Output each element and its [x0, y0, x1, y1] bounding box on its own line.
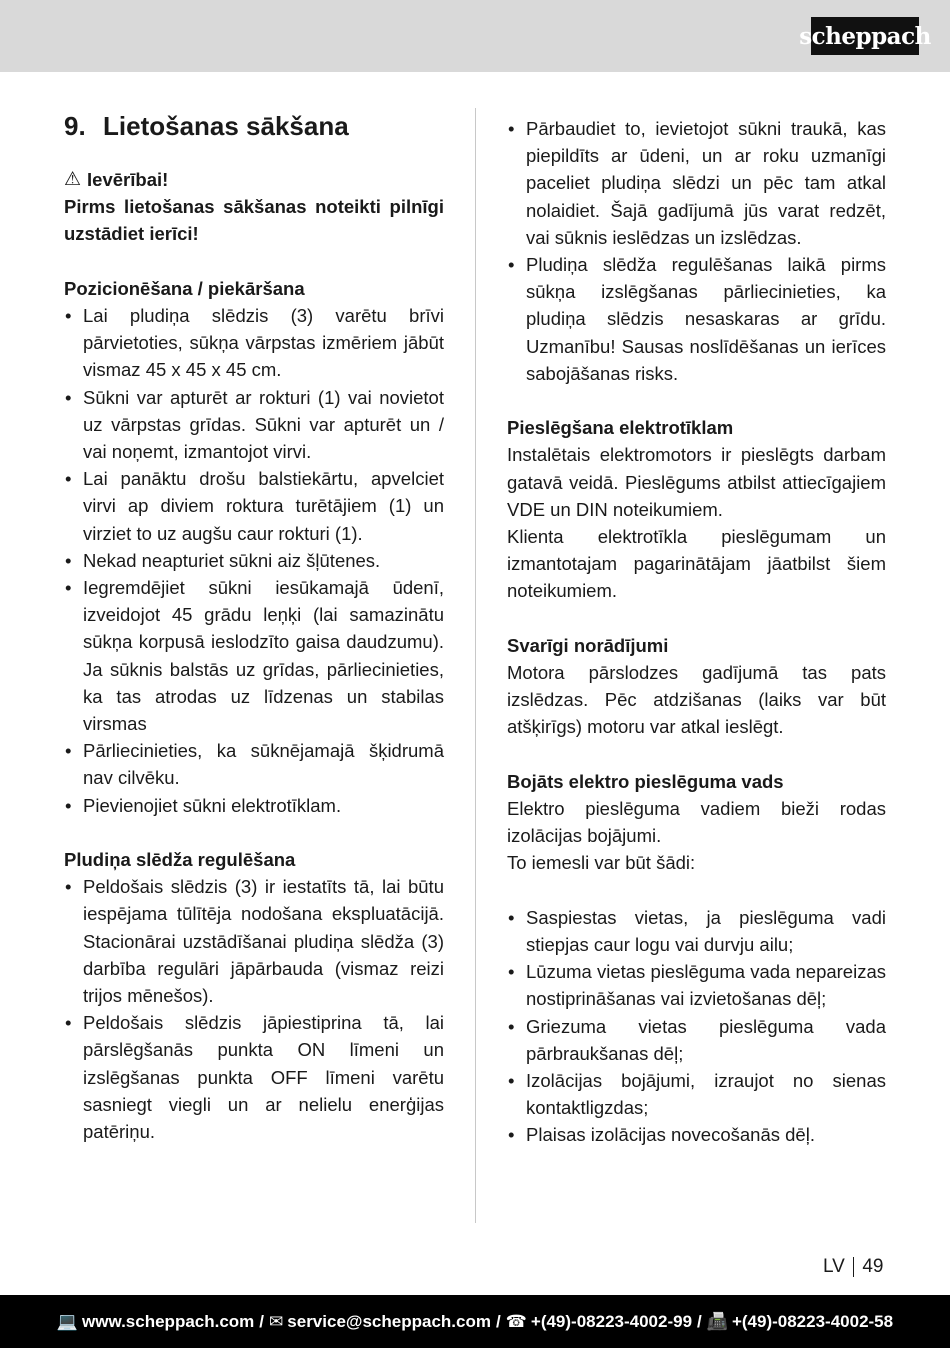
list-item: • Saspiestas vietas, ja pieslēguma vadi stiepjas caur logu vai durvju ailu; — [507, 904, 886, 958]
warning-triangle-icon: ⚠ — [64, 169, 82, 190]
footer-separator: / — [259, 1311, 265, 1331]
important-heading: Svarīgi norādījumi — [507, 634, 669, 656]
mail-icon: ✉ — [269, 1311, 284, 1331]
list-item: • Iegremdējiet sūkni iesūkamajā ūdenī, izveidojot 45 grādu leņķi (lai samazinātu sūkņa korpusā ieslodzīto gaisa daudzumu). Ja sūknis balstās uz grīdas, pārliecinieties, ka tas atrodas uz līdzenas un stabilas virsmas — [64, 574, 444, 737]
brand-logo: scheppach — [811, 17, 919, 55]
left-column — [64, 110, 444, 1145]
list-item: • Griezuma vietas pieslēguma vada pārbraukšanas dēļ; — [507, 1013, 886, 1067]
section-title-text: Lietošanas sākšana — [103, 111, 349, 141]
computer-icon: 💻 — [56, 1311, 79, 1331]
float-switch-heading: Pludiņa slēdža regulēšana — [64, 849, 296, 871]
page-number — [823, 1256, 883, 1278]
positioning-heading: Pozicionēšana / piekāršana — [64, 277, 305, 299]
list-item: • Plaisas izolācijas novecošanās dēļ. — [507, 1121, 886, 1148]
warning-heading-text: Ievērībai! — [87, 169, 169, 190]
list-item: • Nekad neapturiet sūkni aiz šļūtenes. — [64, 547, 444, 574]
list-item: • Sūkni var apturēt ar rokturi (1) vai novietot uz vārpstas grīdas. Sūkni var apturēt un / vai noņemt, izmantojot virvi. — [64, 384, 444, 466]
list-item: • Lai pludiņa slēdzis (3) varētu brīvi pārvietoties, sūkņa vārpstas izmēriem jābūt vismaz 45 x 45 x 45 cm. — [64, 302, 444, 384]
section-title — [64, 110, 444, 142]
list-item: • Izolācijas bojājumi, izraujot no sienas kontaktligzdas; — [507, 1067, 886, 1121]
warning-text: Pirms lietošanas sākšanas noteikti pilnīgi uzstādiet ierīci! — [64, 196, 444, 245]
mains-heading: Pieslēgšana elektrotīklam — [507, 417, 734, 439]
page-number-divider — [853, 1257, 855, 1277]
list-item: • Pārliecinieties, ka sūknējamajā šķidrumā nav cilvēku. — [64, 737, 444, 791]
float-switch-list — [64, 873, 444, 1145]
mains-paragraph: Instalētais elektromotors ir pieslēgts darbam gatavā veidā. Pieslēgums atbilst attiecīgajiem VDE un DIN noteikumiem. — [507, 444, 886, 520]
warning-heading — [64, 166, 444, 193]
list-item: • Pievienojiet sūkni elektrotīklam. — [64, 792, 444, 819]
page-number-value: 49 — [862, 1256, 884, 1277]
footer-phone: +(49)-08223-4002-99 — [530, 1311, 693, 1331]
float-switch-check-list — [507, 115, 886, 387]
damaged-cable-text: Elektro pieslēguma vadiem bieži rodas izolācijas bojājumi. — [507, 798, 886, 847]
list-item: • Pludiņa slēdža regulēšanas laikā pirms sūkņa izslēgšanas pārliecinieties, ka pludiņa slēdzis nesaskaras ar grīdu. Uzmanību! Sausas noslīdēšanas un ierīces sabojāšanas risks. — [507, 251, 886, 387]
footer-bar — [0, 1295, 950, 1348]
fax-icon: 📠 — [706, 1311, 728, 1331]
damaged-cable-list — [507, 904, 886, 1149]
damaged-cable-heading: Bojāts elektro pieslēguma vads — [507, 770, 784, 792]
section-number: 9. — [64, 111, 86, 141]
mains-paragraph: Klienta elektrotīkla pieslēgumam un izmantotajam pagarinātājam jāatbilst šiem noteikumiem. — [507, 526, 886, 602]
list-item: • Pārbaudiet to, ievietojot sūkni traukā, kas piepildīts ar ūdeni, un ar roku uzmanīgi paceliet pludiņa slēdzi un pēc tam atkal nolaidiet. Šajā gadījumā jūs varat redzēt, vai sūknis ieslēdzas un izslēdzas. — [507, 115, 886, 251]
list-item: • Lai panāktu drošu balstiekārtu, apvelciet virvi ap diviem roktura turētājiem (1) un virziet to uz augšu caur rokturi (1). — [64, 465, 444, 547]
list-item: • Peldošais slēdzis (3) ir iestatīts tā, lai būtu iespējama tūlītēja nodošana ekspluatācijā. Stacionārai uzstādīšanai pludiņa slēdža (3) darbība regulāri jāpārbauda (vismaz reizi trijos mēnešos). — [64, 873, 444, 1009]
damaged-cable-causes-intro: To iemesli var būt šādi: — [507, 852, 696, 874]
phone-icon: ☎ — [505, 1311, 527, 1331]
important-text: Motora pārslodzes gadījumā tas pats izslēdzas. Pēc atdzišanas (laiks var būt atšķirīgs) motoru var atkal ieslēgt. — [507, 662, 886, 738]
footer-separator: / — [697, 1311, 702, 1331]
page-language: LV — [823, 1256, 845, 1277]
footer-separator: / — [495, 1311, 501, 1331]
footer-website-link[interactable]: www.scheppach.com — [82, 1311, 255, 1331]
footer-email-link[interactable]: service@scheppach.com — [287, 1311, 491, 1331]
list-item: • Peldošais slēdzis jāpiestiprina tā, lai pārslēgšanās punkta ON līmeni un izslēgšanas punkta OFF līmeni varētu sasniegt viegli un ar nelielu enerģijas patēriņu. — [64, 1009, 444, 1145]
footer-fax: +(49)-08223-4002-58 — [731, 1311, 894, 1331]
column-divider — [475, 108, 476, 1223]
list-item: • Lūzuma vietas pieslēguma vada nepareizas nostiprināšanas vai izvietošanas dēļ; — [507, 958, 886, 1012]
positioning-list — [64, 302, 444, 819]
right-column — [507, 115, 886, 1149]
